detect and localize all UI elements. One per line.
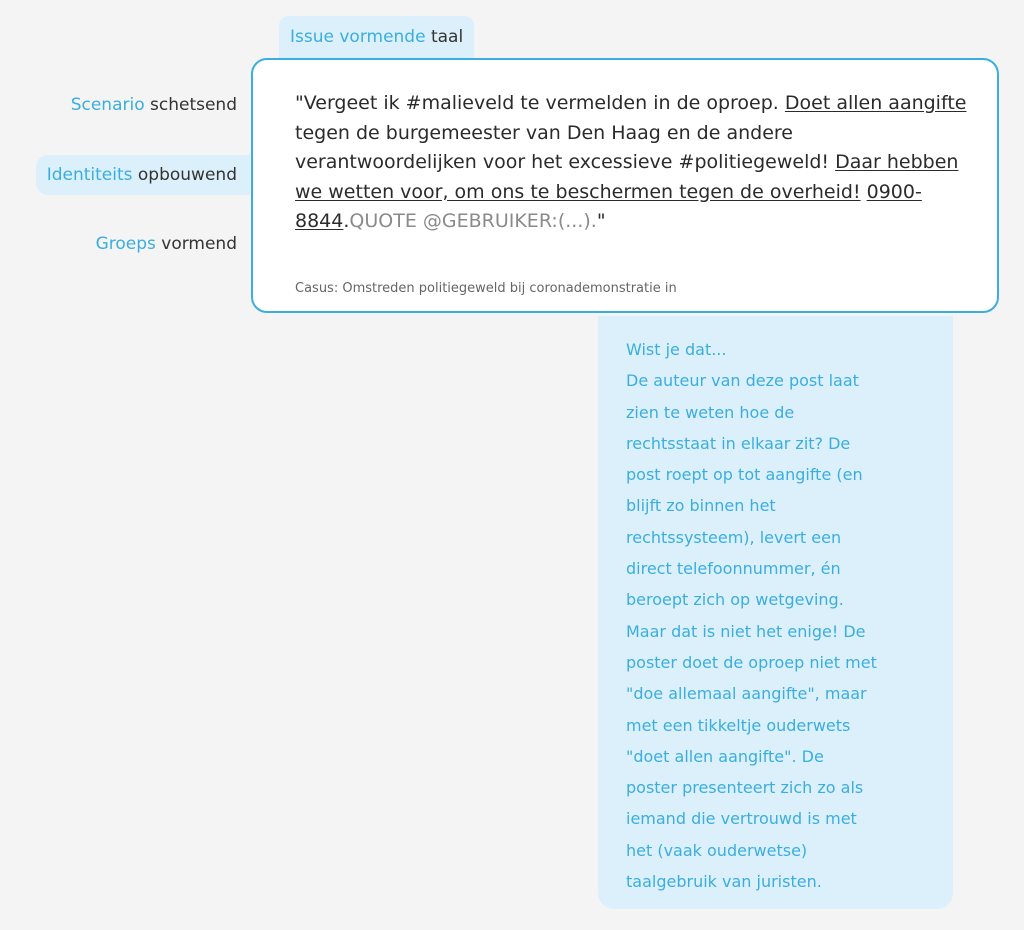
info-line: zien te weten hoe de <box>626 402 795 422</box>
info-line: "doet allen aangifte". De <box>626 746 824 766</box>
info-line: post roept op tot aangifte (en <box>626 465 863 485</box>
side-label-scenario-schetsend[interactable] <box>71 85 237 125</box>
info-line: poster presenteert zich zo als <box>626 778 864 798</box>
quote-underline-aangifte: Doet allen aangifte <box>784 92 967 114</box>
info-line: blijft zo binnen het <box>626 496 776 516</box>
info-line: rechtssysteem), levert een <box>626 527 842 547</box>
side-label-accent: Scenario <box>70 95 145 115</box>
tab-label-accent: Issue vormende <box>290 27 426 47</box>
info-line: iemand die vertrouwd is met <box>626 809 857 829</box>
tab-issue-vormende-taal[interactable] <box>279 16 474 58</box>
case-caption: Casus: Omstreden politiegeweld bij coronademonstratie in <box>295 281 677 296</box>
info-line: met een tikkeltje ouderwets <box>626 715 851 735</box>
tab-label-rest: taal <box>425 27 464 47</box>
info-line: "doe allemaal aangifte", maar <box>626 684 867 704</box>
side-label-rest: vormend <box>155 234 237 254</box>
info-line: poster doet de oproep niet met <box>626 652 877 672</box>
side-label-accent: Groeps <box>95 234 156 254</box>
quote-mid: tegen de burgemeester van Den Haag en de andere verantwoordelijken voor het excessieve #politiegeweld! <box>295 121 836 173</box>
info-line: De auteur van deze post laat <box>626 371 859 391</box>
quote-underline-wetten: Daar hebben we wetten voor, om ons te beschermen tegen de overheid! <box>295 151 959 203</box>
quote-open: "Vergeet ik #malieveld te vermelden in de oproep. <box>295 92 785 114</box>
quote-phone-number: 0900-8844 <box>295 180 922 232</box>
quote-card <box>251 58 999 313</box>
info-line: beroept zich op wetgeving. <box>626 590 844 610</box>
side-label-groeps-vormend[interactable] <box>96 224 237 264</box>
quote-close: " <box>596 210 606 232</box>
quote-muted-reference: QUOTE @GEBRUIKER:(...). <box>349 210 597 232</box>
info-line: Wist je dat... <box>626 340 727 359</box>
side-label-rest: schetsend <box>144 95 237 115</box>
info-box-wist-je-dat <box>598 316 953 909</box>
quote-text <box>295 89 967 237</box>
info-line: Maar dat is niet het enige! De <box>626 621 866 641</box>
info-line: rechtsstaat in elkaar zit? De <box>626 433 851 453</box>
side-label-accent: Identiteits <box>46 165 133 185</box>
side-label-rest: opbouwend <box>132 165 237 185</box>
info-line: het (vaak ouderwetse) <box>626 840 808 860</box>
info-line: taalgebruik van juristen. <box>626 872 822 892</box>
quote-dot: . <box>343 210 350 232</box>
info-line: direct telefoonnummer, én <box>626 559 841 579</box>
side-label-identiteits-opbouwend[interactable] <box>36 155 250 195</box>
